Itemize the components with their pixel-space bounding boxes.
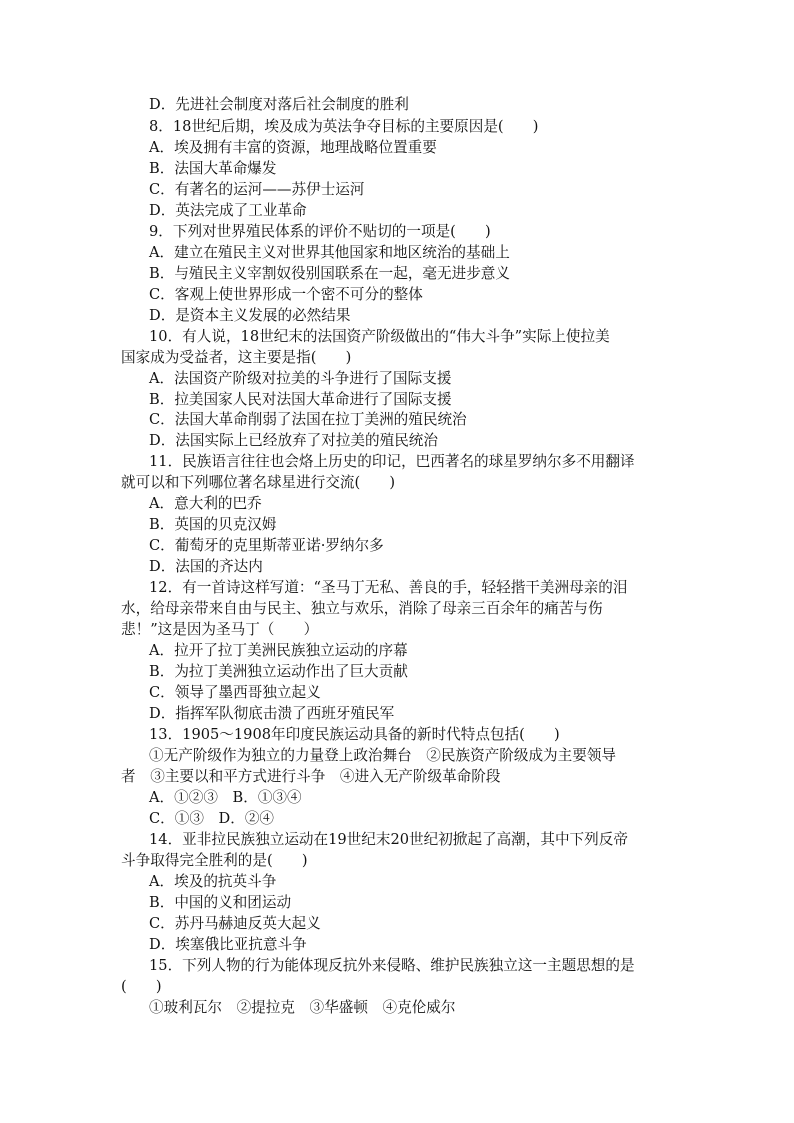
option-line: B．英国的贝克汉姆 <box>149 516 277 533</box>
option-line: C．有著名的运河——苏伊士运河 <box>149 181 365 198</box>
statement-line: ①玻利瓦尔 ②提拉克 ③华盛顿 ④克伦威尔 <box>149 999 456 1016</box>
option-line: A．埃及拥有丰富的资源，地理战略位置重要 <box>149 139 437 156</box>
option-line: A．法国资产阶级对拉美的斗争进行了国际支援 <box>149 370 452 387</box>
option-line: A．建立在殖民主义对世界其他国家和地区统治的基础上 <box>149 244 510 261</box>
option-line: D．英法完成了工业革命 <box>149 202 307 219</box>
question-11: 11．民族语言往往也会烙上历史的印记，巴西著名的球星罗纳尔多不用翻译 <box>149 453 635 470</box>
question-10: 10．有人说，18世纪末的法国资产阶级做出的“伟大斗争”实际上使拉美 <box>149 328 610 345</box>
statement-continuation: 者 ③主要以和平方式进行斗争 ④进入无产阶级革命阶段 <box>121 768 501 785</box>
question-continuation: 就可以和下列哪位著名球星进行交流( ) <box>121 474 396 491</box>
question-12: 12．有一首诗这样写道：“圣马丁无私、善良的手，轻轻揩干美洲母亲的泪 <box>149 579 628 596</box>
question-continuation: 水，给母亲带来自由与民主、独立与欢乐，消除了母亲三百余年的痛苦与伤 <box>121 600 603 617</box>
option-line: D．指挥军队彻底击溃了西班牙殖民军 <box>149 705 395 722</box>
option-line: B．与殖民主义宰割奴役别国联系在一起，毫无进步意义 <box>149 265 510 282</box>
option-line: B．拉美国家人民对法国大革命进行了国际支援 <box>149 391 452 408</box>
option-line: C．苏丹马赫迪反英大起义 <box>149 915 321 932</box>
option-line: B．法国大革命爆发 <box>149 160 277 177</box>
option-line: C．法国大革命削弱了法国在拉丁美洲的殖民统治 <box>149 411 467 428</box>
option-line: A．埃及的抗英斗争 <box>149 873 277 890</box>
option-line: C．领导了墨西哥独立起义 <box>149 684 321 701</box>
question-continuation: 斗争取得完全胜利的是( ) <box>121 852 308 869</box>
question-14: 14．亚非拉民族独立运动在19世纪末20世纪初掀起了高潮，其中下列反帝 <box>149 831 628 848</box>
option-line: D．先进社会制度对落后社会制度的胜利 <box>149 96 409 113</box>
question-continuation: 悲！”这是因为圣马丁（ ） <box>121 621 319 638</box>
option-line: C．①③ D．②④ <box>149 810 275 827</box>
question-13: 13．1905～1908年印度民族运动具备的新时代特点包括( ) <box>149 726 560 743</box>
option-line: B．中国的义和团运动 <box>149 894 292 911</box>
option-line: C．客观上使世界形成一个密不可分的整体 <box>149 286 423 303</box>
option-line: D．法国的齐达内 <box>149 558 263 575</box>
option-line: A．意大利的巴乔 <box>149 495 262 512</box>
question-15: 15．下列人物的行为能体现反抗外来侵略、维护民族独立这一主题思想的是 <box>149 957 635 974</box>
option-line: D．法国实际上已经放弃了对拉美的殖民统治 <box>149 432 438 449</box>
option-line: B．为拉丁美洲独立运动作出了巨大贡献 <box>149 663 408 680</box>
statement-line: ①无产阶级作为独立的力量登上政治舞台 ②民族资产阶级成为主要领导 <box>149 747 617 764</box>
question-continuation: 国家成为受益者，这主要是指( ) <box>121 349 352 366</box>
option-line: D．是资本主义发展的必然结果 <box>149 307 351 324</box>
question-continuation: ( ) <box>121 978 162 995</box>
option-line: C．葡萄牙的克里斯蒂亚诺·罗纳尔多 <box>149 537 384 554</box>
question-8: 8．18世纪后期，埃及成为英法争夺目标的主要原因是( ) <box>149 118 539 135</box>
question-9: 9．下列对世界殖民体系的评价不贴切的一项是( ) <box>149 223 491 240</box>
option-line: D．埃塞俄比亚抗意斗争 <box>149 936 307 953</box>
option-line: A．拉开了拉丁美洲民族独立运动的序幕 <box>149 642 408 659</box>
option-line: A．①②③ B．①③④ <box>149 789 302 806</box>
